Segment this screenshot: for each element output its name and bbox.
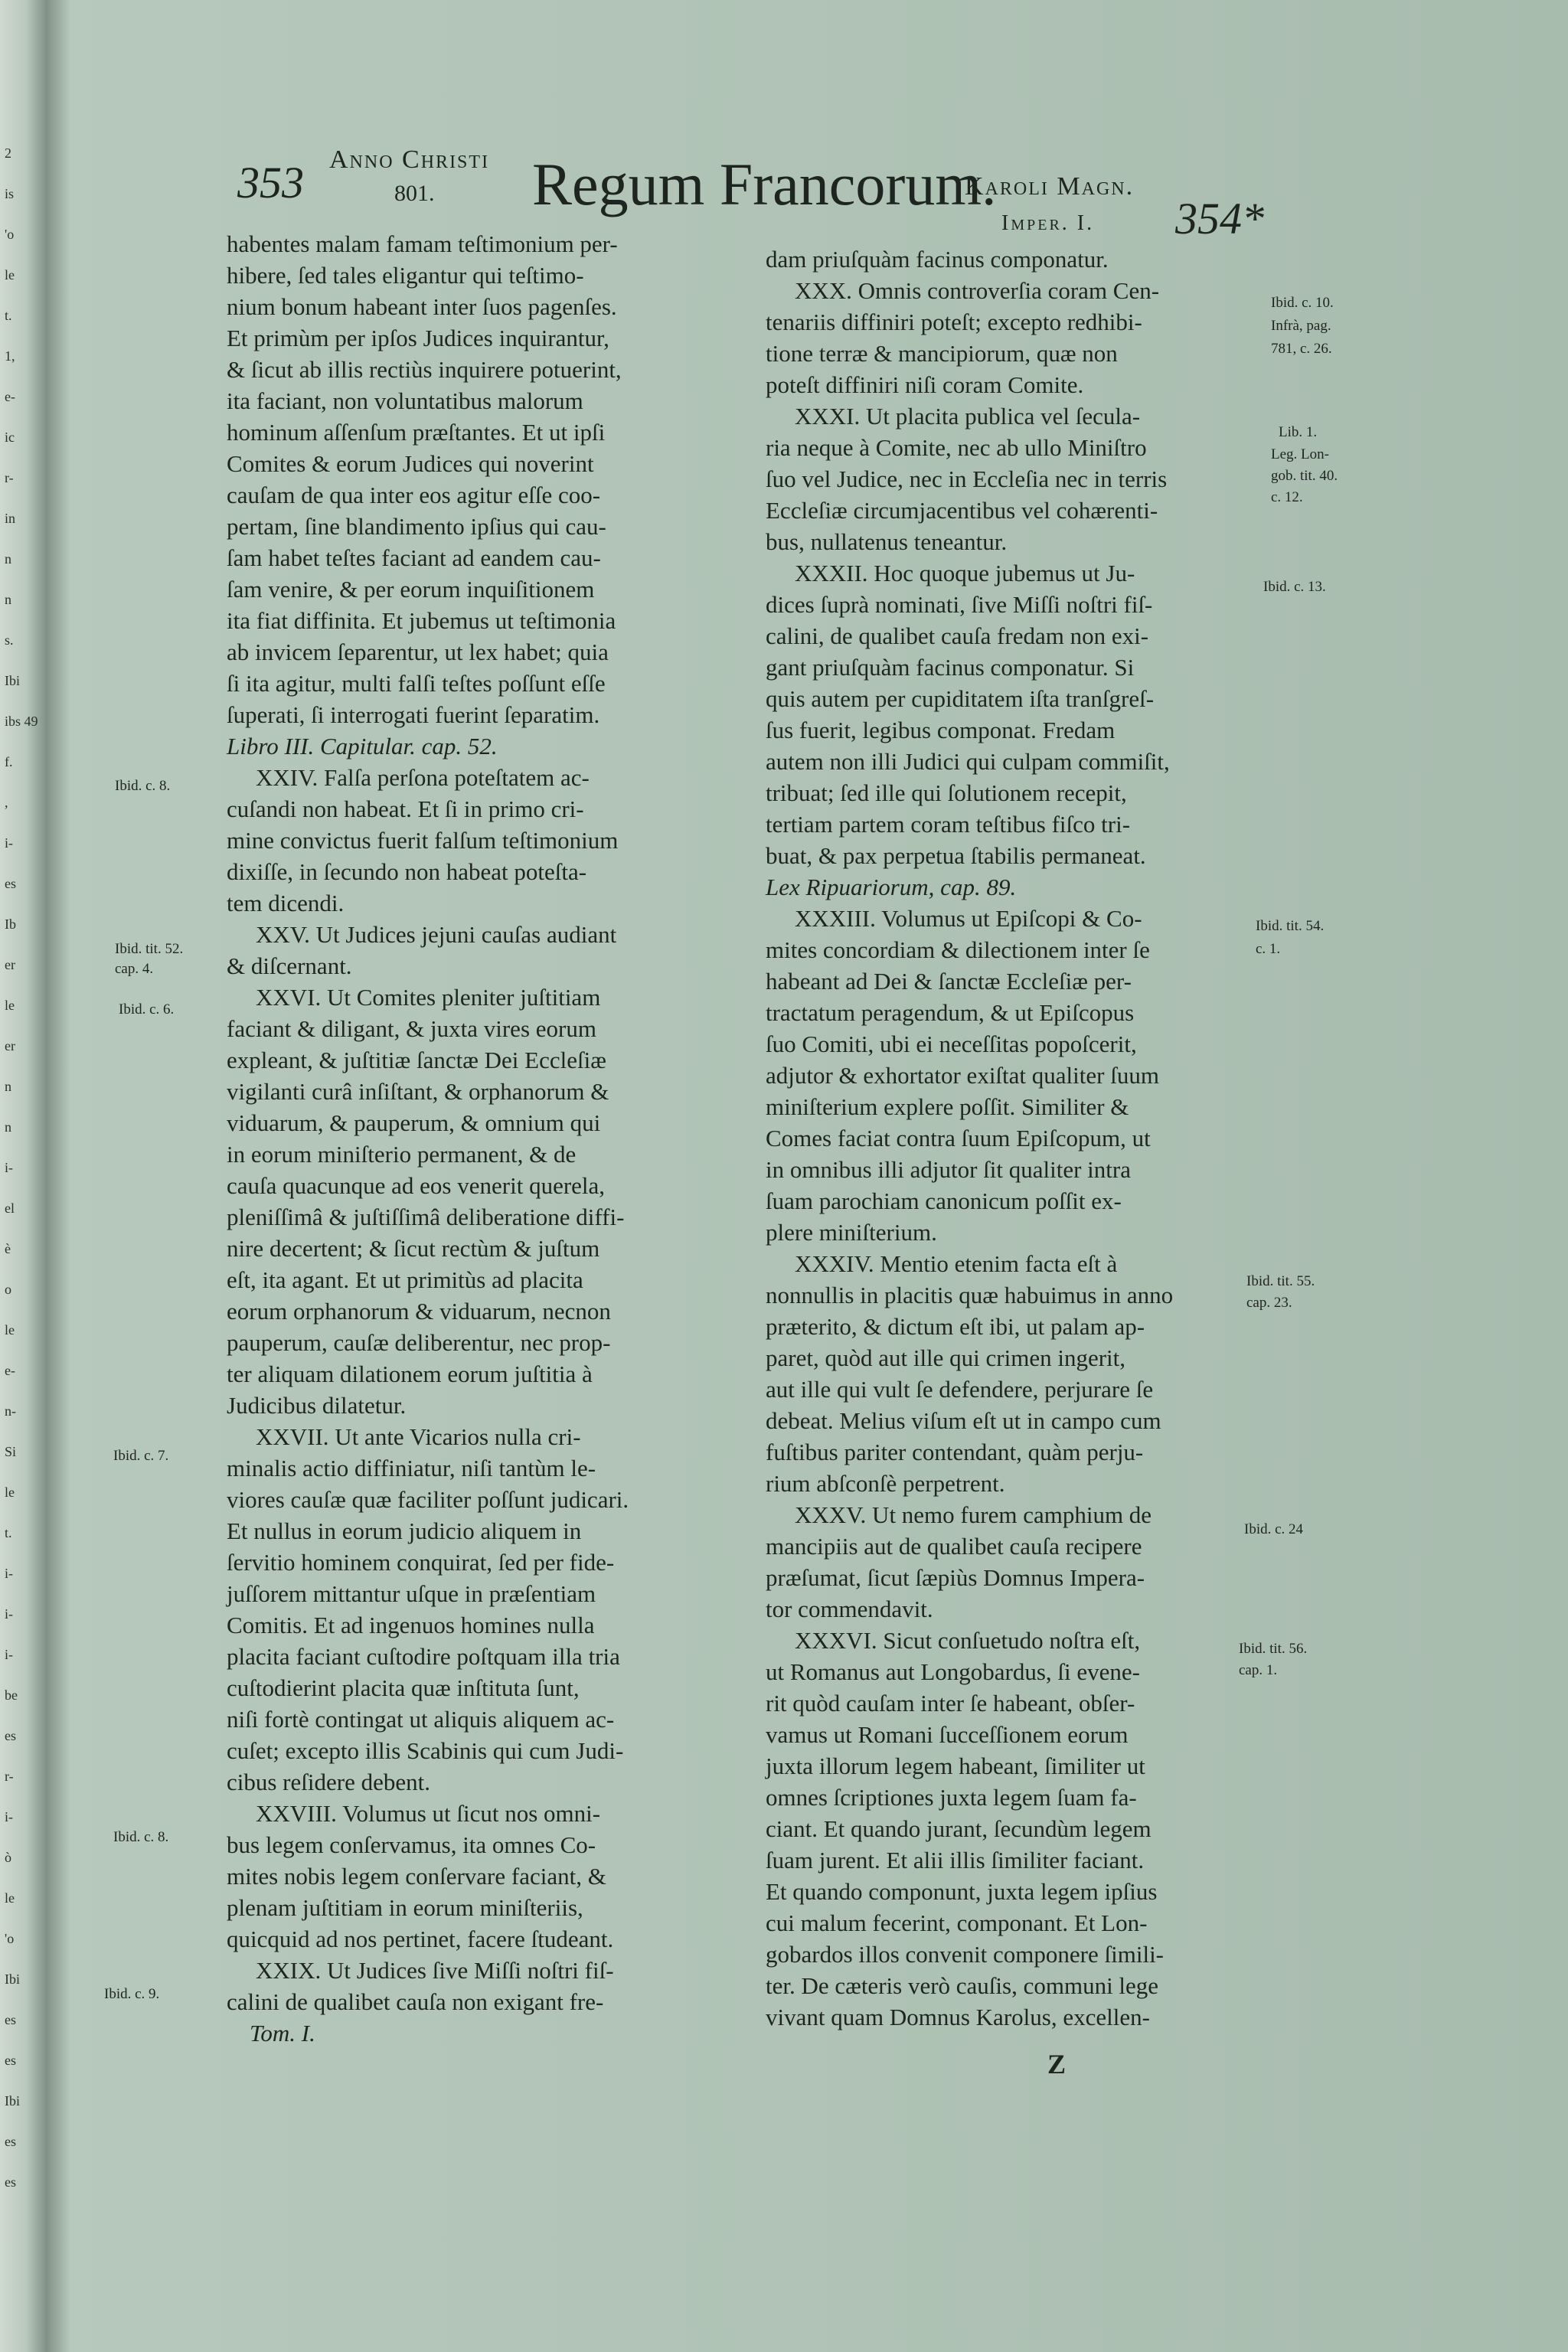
facing-page-text-fragment: le — [5, 1890, 15, 1906]
facing-page-text-fragment: n- — [5, 1403, 16, 1419]
text-line: mancipiis aut de qualibet cauſa recipere — [766, 1533, 1142, 1560]
text-line: viduarum, & pauperum, & omnium qui — [227, 1109, 601, 1136]
text-line: cuſandi non habeat. Et ſi in primo cri- — [227, 795, 584, 822]
text-line: quis autem per cupiditatem iſta tranſgreſ- — [766, 685, 1155, 712]
facing-page-text-fragment: è — [5, 1241, 11, 1256]
facing-page-text-fragment: ò — [5, 1850, 11, 1865]
text-line: fuſtibus pariter contendant, quàm perju- — [766, 1439, 1144, 1465]
facing-page-text-fragment: Ibi — [5, 673, 20, 688]
text-line: XXIX. Ut Judices ſive Miſſi noſtri fiſ- — [256, 1957, 614, 1984]
facing-page-text-fragment: r- — [5, 470, 14, 485]
text-line: XXXIV. Mentio etenim facta eſt à — [795, 1250, 1118, 1277]
facing-page-text-fragment: i- — [5, 1606, 13, 1622]
folio-number-left: 353 — [237, 158, 304, 207]
facing-page-text-fragment: es — [5, 2053, 16, 2068]
text-line: ab invicem ſeparentur, ut lex habet; quia — [227, 639, 609, 665]
facing-page-text-fragment: is — [5, 186, 15, 201]
facing-page-text-fragment: le — [5, 1322, 15, 1338]
text-line: hibere, ſed tales eligantur qui teſtimo- — [227, 262, 584, 289]
margin-note: cap. 4. — [115, 961, 154, 977]
facing-page-text-fragment: le — [5, 267, 15, 283]
facing-page-text-fragment: ic — [5, 430, 15, 445]
facing-page-text-fragment: r- — [5, 1769, 14, 1784]
facing-page-text-fragment: i- — [5, 835, 13, 851]
text-line: ut Romanus aut Longobardus, ſi evene- — [766, 1658, 1141, 1685]
text-line: niſi fortè contingat ut aliquis aliquem ac- — [227, 1706, 615, 1733]
text-line: aut ille qui vult ſe defendere, perjurare ſe — [766, 1376, 1154, 1403]
facing-page-text-fragment: 2 — [5, 145, 11, 161]
facing-page-text-fragment: s. — [5, 632, 14, 648]
facing-page-text-fragment: i- — [5, 1160, 13, 1175]
text-line: XXXI. Ut placita publica vel ſecula- — [795, 403, 1141, 430]
text-line: gobardos illos convenit componere ſimili- — [766, 1941, 1165, 1968]
text-line: ſuo Comiti, ubi ei neceſſitas popoſcerit, — [766, 1031, 1137, 1057]
text-line: XXXV. Ut nemo furem camphium de — [795, 1501, 1152, 1528]
facing-page-text-fragment: n — [5, 551, 11, 567]
facing-page-text-fragment: n — [5, 1119, 11, 1135]
facing-page-text-fragment: t. — [5, 1525, 12, 1540]
text-line: omnes ſcriptiones juxta legem ſuam fa- — [766, 1784, 1137, 1811]
text-line: Comites & eorum Judices qui noverint — [227, 450, 594, 477]
text-line: cui malum fecerint, componant. Et Lon- — [766, 1909, 1148, 1936]
text-line: ſuam parochiam canonicum poſſit ex- — [766, 1187, 1122, 1214]
facing-page-text-fragment: f. — [5, 754, 13, 769]
margin-note: Ibid. c. 6. — [119, 1001, 175, 1018]
text-line: plere miniſterium. — [766, 1219, 937, 1246]
text-line: vivant quam Domnus Karolus, excellen- — [766, 2004, 1150, 2030]
anno-year: 801. — [394, 181, 435, 206]
margin-note: Ibid. tit. 56. — [1239, 1641, 1308, 1657]
facing-page-text-fragment: i- — [5, 1809, 13, 1824]
text-line: gant priuſquàm facinus componatur. Si — [766, 654, 1135, 681]
text-line: XXIV. Falſa perſona poteſtatem ac- — [256, 764, 590, 791]
text-line: cibus reſidere debent. — [227, 1769, 430, 1795]
text-line: dam priuſquàm facinus componatur. — [766, 246, 1109, 273]
text-line: Et primùm per ipſos Judices inquirantur, — [227, 325, 609, 351]
text-line: ita fiat diffinita. Et jubemus ut teſtimonia — [227, 607, 616, 634]
facing-page-text-fragment: le — [5, 998, 15, 1013]
text-line: ſam habet teſtes faciant ad eandem cau- — [227, 544, 601, 571]
facing-page-text-fragment: Ib — [5, 916, 16, 932]
text-line: eſt, ita agant. Et ut primitùs ad placita — [227, 1266, 583, 1293]
text-line: ter. De cæteris verò cauſis, communi lege — [766, 1972, 1159, 1999]
text-line: XXXII. Hoc quoque jubemus ut Ju- — [795, 560, 1135, 586]
facing-page-text-fragment: i- — [5, 1566, 13, 1581]
facing-page-text-fragment: el — [5, 1200, 15, 1216]
facing-page-text-fragment: , — [5, 795, 8, 810]
facing-page-text-fragment: es — [5, 2174, 16, 2190]
facing-page-text-fragment: e- — [5, 1363, 15, 1378]
text-line: ſam venire, & per eorum inquiſitionem — [227, 576, 595, 603]
facing-page-text-fragment: es — [5, 2134, 16, 2149]
margin-note: Ibid. c. 8. — [113, 1829, 169, 1845]
facing-page-text-fragment: Ibi — [5, 2093, 20, 2109]
text-line: paret, quòd aut ille qui crimen ingerit, — [766, 1344, 1126, 1371]
text-line: juſſorem mittantur uſque in præſentiam — [227, 1580, 596, 1607]
facing-page-text-fragment: 'o — [5, 1931, 15, 1946]
text-line: calini, de qualibet cauſa fredam non exi- — [766, 622, 1149, 649]
text-line: XXVI. Ut Comites pleniter juſtitiam — [256, 984, 601, 1011]
right-text-column — [766, 243, 1259, 2033]
running-title: Regum Francorum. — [532, 151, 997, 217]
text-line: tribuat; ſed ille qui ſolutionem recepit, — [766, 779, 1127, 806]
text-line: hominum aſſenſum præſtantes. Et ut ipſi — [227, 419, 606, 446]
facing-page-text-fragment: be — [5, 1687, 18, 1703]
facing-page-text-fragment: i- — [5, 1647, 13, 1662]
text-line: faciant & diligant, & juxta vires eorum — [227, 1015, 596, 1042]
text-line: poteſt diffiniri niſi coram Comite. — [766, 371, 1084, 398]
text-line: cuſtodierint placita quæ inſtituta ſunt, — [227, 1674, 580, 1701]
text-line: mites nobis legem conſervare faciant, & — [227, 1863, 606, 1890]
text-line: ita faciant, non voluntatibus malorum — [227, 387, 583, 414]
text-line: buat, & pax perpetua ſtabilis permaneat. — [766, 842, 1146, 869]
text-line: ſi ita agitur, multi falſi teſtes poſſunt eſſe — [227, 670, 606, 697]
facing-page-text-fragment: es — [5, 876, 16, 891]
text-line: viores cauſæ quæ faciliter poſſunt judicari. — [227, 1486, 629, 1513]
text-line: Eccleſiæ circumjacentibus vel cohærenti- — [766, 497, 1158, 524]
text-line: vigilanti curâ inſiſtant, & orphanorum & — [227, 1078, 609, 1105]
margin-note: Lib. 1. — [1279, 424, 1318, 440]
text-line: ter aliquam dilationem eorum juſtitia à — [227, 1361, 593, 1387]
margin-note: c. 1. — [1256, 941, 1281, 957]
text-line: ſervitio hominem conquirat, ſed per fide- — [227, 1549, 615, 1576]
text-line: nonnullis in placitis quæ habuimus in anno — [766, 1282, 1174, 1308]
text-line: vamus ut Romani ſucceſſionem eorum — [766, 1721, 1129, 1748]
text-line: autem non illi Judici qui culpam commiſit, — [766, 748, 1170, 775]
text-line: minalis actio diffiniatur, niſi tantùm le- — [227, 1455, 596, 1481]
text-line: ſuo vel Judice, nec in Eccleſia nec in terris — [766, 466, 1168, 492]
gutter-shadow — [47, 0, 70, 2352]
text-line: XXXVI. Sicut conſuetudo noſtra eſt, — [795, 1627, 1141, 1654]
text-line: dices ſuprà nominati, ſive Miſſi noſtri fiſ- — [766, 591, 1153, 618]
text-line: Lex Ripuariorum, cap. 89. — [766, 874, 1017, 900]
text-line: eorum orphanorum & viduarum, necnon — [227, 1298, 611, 1325]
text-line: Comes faciat contra ſuum Epiſcopum, ut — [766, 1125, 1151, 1152]
text-line: mites concordiam & dilectionem inter ſe — [766, 936, 1150, 963]
margin-note: c. 12. — [1271, 489, 1303, 505]
text-line: pertam, ſine blandimento ipſius qui cau- — [227, 513, 606, 540]
text-line: in omnibus illi adjutor ſit qualiter intra — [766, 1156, 1131, 1183]
facing-page-text-fragment: Ibi — [5, 1971, 20, 1987]
facing-page-text-fragment: 'o — [5, 227, 15, 242]
text-line: miniſterium explere poſſit. Similiter & — [766, 1093, 1129, 1120]
text-line: tione terræ & mancipiorum, quæ non — [766, 340, 1118, 367]
left-text-column — [227, 228, 726, 2049]
text-line: dixiſſe, in ſecundo non habeat poteſta- — [227, 858, 587, 885]
margin-note: Ibid. tit. 54. — [1256, 918, 1325, 934]
text-line: Judicibus dilatetur. — [227, 1392, 407, 1419]
signature-mark: Z — [1047, 2049, 1067, 2079]
text-line: XXXIII. Volumus ut Epiſcopi & Co- — [795, 905, 1142, 932]
text-line: cauſam de qua inter eos agitur eſſe coo- — [227, 482, 601, 508]
margin-note: Ibid. c. 10. — [1271, 295, 1334, 311]
facing-page-text-fragment: o — [5, 1282, 11, 1297]
text-line: ria neque à Comite, nec ab ullo Miniſtro — [766, 434, 1147, 461]
margin-note: Leg. Lon- — [1271, 446, 1329, 462]
margin-note: Infrà, pag. — [1271, 318, 1331, 334]
text-line: tractatum peragendum, & ut Epiſcopus — [766, 999, 1135, 1026]
text-line: habeant ad Dei & ſanctæ Eccleſiæ per- — [766, 968, 1132, 995]
text-line: præterito, & dictum eſt ibi, ut palam ap- — [766, 1313, 1145, 1340]
text-line: XXVIII. Volumus ut ſicut nos omni- — [256, 1800, 601, 1827]
text-line: rit quòd cauſam inter ſe habeant, obſer- — [766, 1690, 1135, 1717]
text-line: rium abſconſè perpetrent. — [766, 1470, 1005, 1497]
text-line: nire decertent; & ſicut rectùm & juſtum — [227, 1235, 600, 1262]
text-line: mine convictus fuerit falſum teſtimonium — [227, 827, 619, 854]
text-line: placita faciant cuſtodire poſtquam illa tria — [227, 1643, 620, 1670]
text-line: ſuam jurent. Et alii illis ſimiliter faciant. — [766, 1847, 1145, 1873]
text-line: tenariis diffiniri poteſt; excepto redhibi- — [766, 309, 1142, 335]
text-line: cauſa quacunque ad eos venerit querela, — [227, 1172, 606, 1199]
text-line: bus legem conſervamus, ita omnes Co- — [227, 1831, 596, 1858]
text-line: expleant, & juſtitiæ ſanctæ Dei Eccleſiæ — [227, 1047, 606, 1073]
margin-note: Ibid. c. 13. — [1263, 579, 1326, 595]
text-line: præſumat, ſicut ſæpiùs Domnus Impera- — [766, 1564, 1145, 1591]
margin-note: Ibid. tit. 52. — [115, 941, 184, 957]
margin-note: cap. 1. — [1239, 1662, 1278, 1678]
margin-note: cap. 23. — [1246, 1295, 1292, 1311]
text-line: Libro III. Capitular. cap. 52. — [227, 733, 498, 760]
facing-page-text-fragment: n — [5, 592, 11, 607]
text-line: cuſet; excepto illis Scabinis qui cum Judi- — [227, 1737, 624, 1764]
facing-page-text-fragment: Si — [5, 1444, 17, 1459]
margin-note: Ibid. c. 9. — [104, 1986, 160, 2002]
facing-page-text-fragment: er — [5, 957, 15, 972]
imper-label: Imper. I. — [1001, 211, 1095, 235]
text-line: nium bonum habeant inter ſuos pagenſes. — [227, 293, 617, 320]
folio-number-right: 354* — [1175, 194, 1264, 243]
margin-note: Ibid. c. 7. — [113, 1448, 169, 1464]
text-line: XXV. Ut Judices jejuni cauſas audiant — [256, 921, 617, 948]
margin-note: Ibid. tit. 55. — [1246, 1273, 1315, 1289]
text-line: ciant. Et quando jurant, ſecundùm legem — [766, 1815, 1152, 1842]
text-line: tor commendavit. — [766, 1596, 933, 1622]
text-line: pleniſſimâ & juſtiſſimâ deliberatione diffi- — [227, 1204, 625, 1230]
text-line: habentes malam famam teſtimonium per- — [227, 230, 618, 257]
text-line: debeat. Melius viſum eſt ut in campo cum — [766, 1407, 1161, 1434]
karoli-magn-label: Karoli Magn. — [965, 172, 1135, 201]
text-line: pauperum, cauſæ deliberentur, nec prop- — [227, 1329, 611, 1356]
text-line: XXVII. Ut ante Vicarios nulla cri- — [256, 1423, 581, 1450]
text-line: Et nullus in eorum judicio aliquem in — [227, 1517, 582, 1544]
margin-note: 781, c. 26. — [1271, 341, 1332, 357]
text-line: Comitis. Et ad ingenuos homines nulla — [227, 1612, 595, 1638]
text-line: quicquid ad nos pertinet, facere ſtudeant. — [227, 1926, 614, 1952]
facing-page-text-fragment: n — [5, 1079, 11, 1094]
text-line: Tom. I. — [250, 2020, 315, 2047]
margin-note: gob. tit. 40. — [1271, 468, 1338, 484]
text-line: bus, nullatenus teneantur. — [766, 528, 1008, 555]
text-line: ſus fuerit, legibus componat. Fredam — [766, 717, 1116, 743]
margin-note: Ibid. c. 24 — [1244, 1521, 1304, 1537]
facing-page-text-fragment: er — [5, 1038, 15, 1054]
facing-page-text-fragment: le — [5, 1485, 15, 1500]
facing-page-text-fragment: es — [5, 1728, 16, 1743]
facing-page-text-fragment: ibs 49 — [5, 714, 38, 729]
text-line: Et quando componunt, juxta legem ipſius — [766, 1878, 1158, 1905]
text-line: tertiam partem coram teſtibus fiſco tri- — [766, 811, 1131, 838]
text-line: XXX. Omnis controverſia coram Cen- — [795, 277, 1160, 304]
margin-note: Ibid. c. 8. — [115, 778, 171, 794]
text-line: ſuperati, ſi interrogati fuerint ſeparatim. — [227, 701, 600, 728]
facing-page-text-fragment: 1, — [5, 348, 15, 364]
facing-page-text-fragment: e- — [5, 389, 15, 404]
anno-christi-label: Anno Christi — [329, 145, 490, 174]
text-line: tem dicendi. — [227, 890, 345, 916]
text-line: & diſcernant. — [227, 952, 352, 979]
text-line: adjutor & exhortator exiſtat qualiter ſuum — [766, 1062, 1159, 1089]
text-line: calini de qualibet cauſa non exigant fre- — [227, 1988, 604, 2015]
text-line: & ſicut ab illis rectiùs inquirere potuerint, — [227, 356, 622, 383]
text-line: juxta illorum legem habeant, ſimiliter ut — [766, 1753, 1145, 1779]
text-line: plenam juſtitiam in eorum miniſteriis, — [227, 1894, 583, 1921]
text-line: in eorum miniſterio permanent, & de — [227, 1141, 577, 1168]
facing-page-text-fragment: es — [5, 2012, 16, 2027]
facing-page-text-fragment: t. — [5, 308, 12, 323]
facing-page-text-fragment: in — [5, 511, 16, 526]
